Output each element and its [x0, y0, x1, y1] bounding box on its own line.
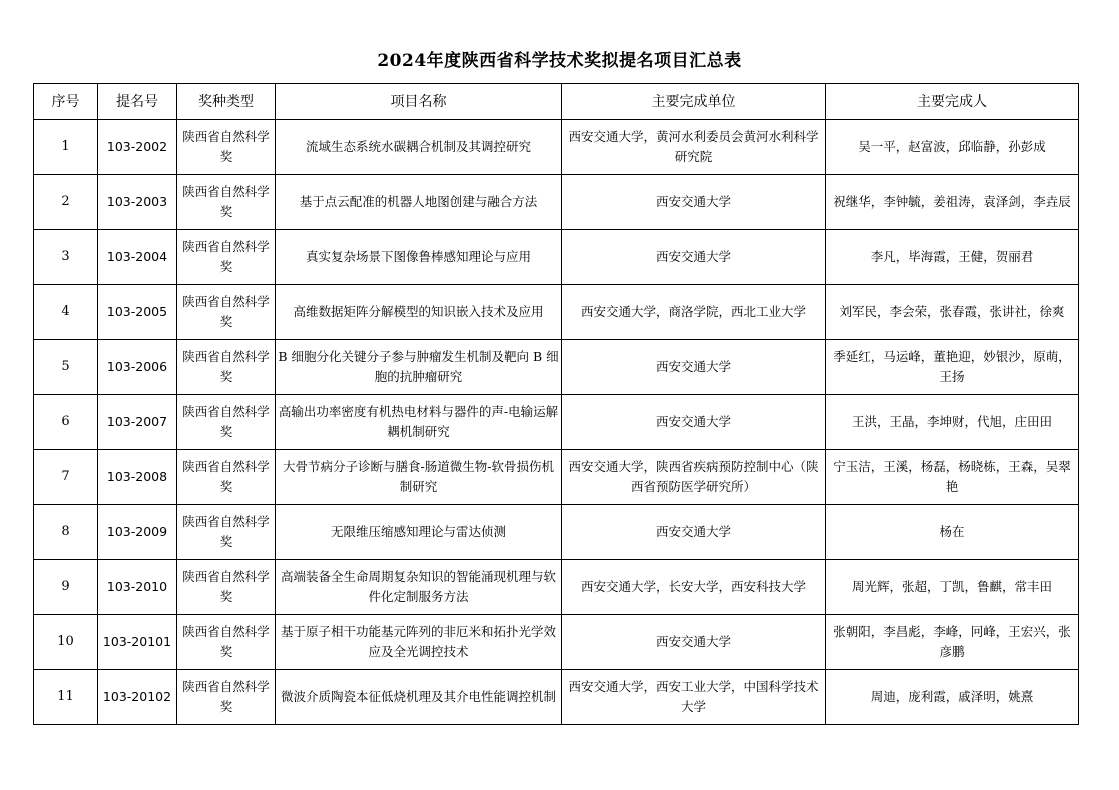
- cell-no: 6: [34, 395, 98, 450]
- cell-project: B 细胞分化关键分子参与肿瘤发生机制及靶向 B 细胞的抗肿瘤研究: [276, 340, 562, 395]
- cell-type: 陕西省自然科学奖: [177, 505, 276, 560]
- header-project: 项目名称: [276, 84, 562, 120]
- header-people: 主要完成人: [826, 84, 1079, 120]
- cell-type: 陕西省自然科学奖: [177, 560, 276, 615]
- cell-type: 陕西省自然科学奖: [177, 395, 276, 450]
- cell-type: 陕西省自然科学奖: [177, 670, 276, 725]
- cell-unit: 西安交通大学，陕西省疾病预防控制中心（陕西省预防医学研究所）: [562, 450, 826, 505]
- header-no: 序号: [34, 84, 98, 120]
- cell-id: 103-2007: [98, 395, 177, 450]
- cell-no: 2: [34, 175, 98, 230]
- cell-people: 周光辉，张超，丁凯，鲁麒，常丰田: [826, 560, 1079, 615]
- cell-type: 陕西省自然科学奖: [177, 340, 276, 395]
- cell-project: 高维数据矩阵分解模型的知识嵌入技术及应用: [276, 285, 562, 340]
- cell-id: 103-2004: [98, 230, 177, 285]
- cell-unit: 西安交通大学: [562, 175, 826, 230]
- cell-people: 李凡，毕海霞，王健，贺丽君: [826, 230, 1079, 285]
- table-row: [34, 175, 1079, 230]
- cell-project: 高输出功率密度有机热电材料与器件的声-电输运解耦机制研究: [276, 395, 562, 450]
- cell-project: 微波介质陶瓷本征低烧机理及其介电性能调控机制: [276, 670, 562, 725]
- table-header-row: [34, 84, 1079, 120]
- cell-project: 真实复杂场景下图像鲁棒感知理论与应用: [276, 230, 562, 285]
- cell-id: 103-20101: [98, 615, 177, 670]
- cell-id: 103-2009: [98, 505, 177, 560]
- cell-type: 陕西省自然科学奖: [177, 120, 276, 175]
- table-row: [34, 615, 1079, 670]
- cell-project: 流域生态系统水碳耦合机制及其调控研究: [276, 120, 562, 175]
- cell-people: 吴一平，赵富波，邱临静，孙彭成: [826, 120, 1079, 175]
- cell-unit: 西安交通大学，西安工业大学，中国科学技术大学: [562, 670, 826, 725]
- cell-people: 张朝阳，李昌彪，李峰，冋峰，王宏兴，张彦鹏: [826, 615, 1079, 670]
- cell-id: 103-2002: [98, 120, 177, 175]
- cell-id: 103-20102: [98, 670, 177, 725]
- cell-type: 陕西省自然科学奖: [177, 175, 276, 230]
- cell-id: 103-2005: [98, 285, 177, 340]
- cell-no: 11: [34, 670, 98, 725]
- cell-no: 9: [34, 560, 98, 615]
- table-row: [34, 670, 1079, 725]
- cell-people: 王洪，王晶，李坤财，代旭，庄田田: [826, 395, 1079, 450]
- cell-people: 祝继华，李钟毓，姜祖涛，袁泽剑，李垚辰: [826, 175, 1079, 230]
- cell-unit: 西安交通大学，长安大学，西安科技大学: [562, 560, 826, 615]
- cell-id: 103-2010: [98, 560, 177, 615]
- cell-no: 3: [34, 230, 98, 285]
- cell-project: 无限维压缩感知理论与雷达侦测: [276, 505, 562, 560]
- cell-unit: 西安交通大学: [562, 505, 826, 560]
- header-unit: 主要完成单位: [562, 84, 826, 120]
- cell-id: 103-2008: [98, 450, 177, 505]
- cell-id: 103-2006: [98, 340, 177, 395]
- table-row: [34, 505, 1079, 560]
- cell-type: 陕西省自然科学奖: [177, 450, 276, 505]
- cell-no: 4: [34, 285, 98, 340]
- cell-project: 大骨节病分子诊断与膳食-肠道微生物-软骨损伤机制研究: [276, 450, 562, 505]
- cell-unit: 西安交通大学: [562, 340, 826, 395]
- table-row: [34, 450, 1079, 505]
- table-row: [34, 340, 1079, 395]
- header-id: 提名号: [98, 84, 177, 120]
- cell-id: 103-2003: [98, 175, 177, 230]
- table-row: [34, 560, 1079, 615]
- cell-project: 高端装备全生命周期复杂知识的智能涌现机理与软件化定制服务方法: [276, 560, 562, 615]
- cell-unit: 西安交通大学: [562, 230, 826, 285]
- cell-no: 1: [34, 120, 98, 175]
- cell-project: 基于点云配准的机器人地图创建与融合方法: [276, 175, 562, 230]
- cell-people: 季延红，马运峰，董艳迎，妙银沙，原萌，王扬: [826, 340, 1079, 395]
- table-row: [34, 285, 1079, 340]
- cell-type: 陕西省自然科学奖: [177, 615, 276, 670]
- cell-type: 陕西省自然科学奖: [177, 285, 276, 340]
- table-row: [34, 120, 1079, 175]
- cell-no: 10: [34, 615, 98, 670]
- cell-unit: 西安交通大学，商洛学院，西北工业大学: [562, 285, 826, 340]
- cell-people: 周迪，庞利霞，戚泽明，姚熹: [826, 670, 1079, 725]
- cell-unit: 西安交通大学: [562, 395, 826, 450]
- cell-people: 宁玉洁，王溪，杨磊，杨晓栋，王森，吴翠艳: [826, 450, 1079, 505]
- cell-no: 8: [34, 505, 98, 560]
- cell-unit: 西安交通大学，黄河水利委员会黄河水利科学研究院: [562, 120, 826, 175]
- cell-no: 7: [34, 450, 98, 505]
- cell-no: 5: [34, 340, 98, 395]
- cell-project: 基于原子相干功能基元阵列的非厄米和拓扑光学效应及全光调控技术: [276, 615, 562, 670]
- nomination-table: [33, 83, 1079, 725]
- cell-unit: 西安交通大学: [562, 615, 826, 670]
- page-title: 2024年度陕西省科学技术奖拟提名项目汇总表: [377, 51, 742, 71]
- cell-people: 杨在: [826, 505, 1079, 560]
- cell-type: 陕西省自然科学奖: [177, 230, 276, 285]
- header-type: 奖种类型: [177, 84, 276, 120]
- table-row: [34, 230, 1079, 285]
- cell-people: 刘军民，李会荣，张春霞，张讲社，徐爽: [826, 285, 1079, 340]
- table-row: [34, 395, 1079, 450]
